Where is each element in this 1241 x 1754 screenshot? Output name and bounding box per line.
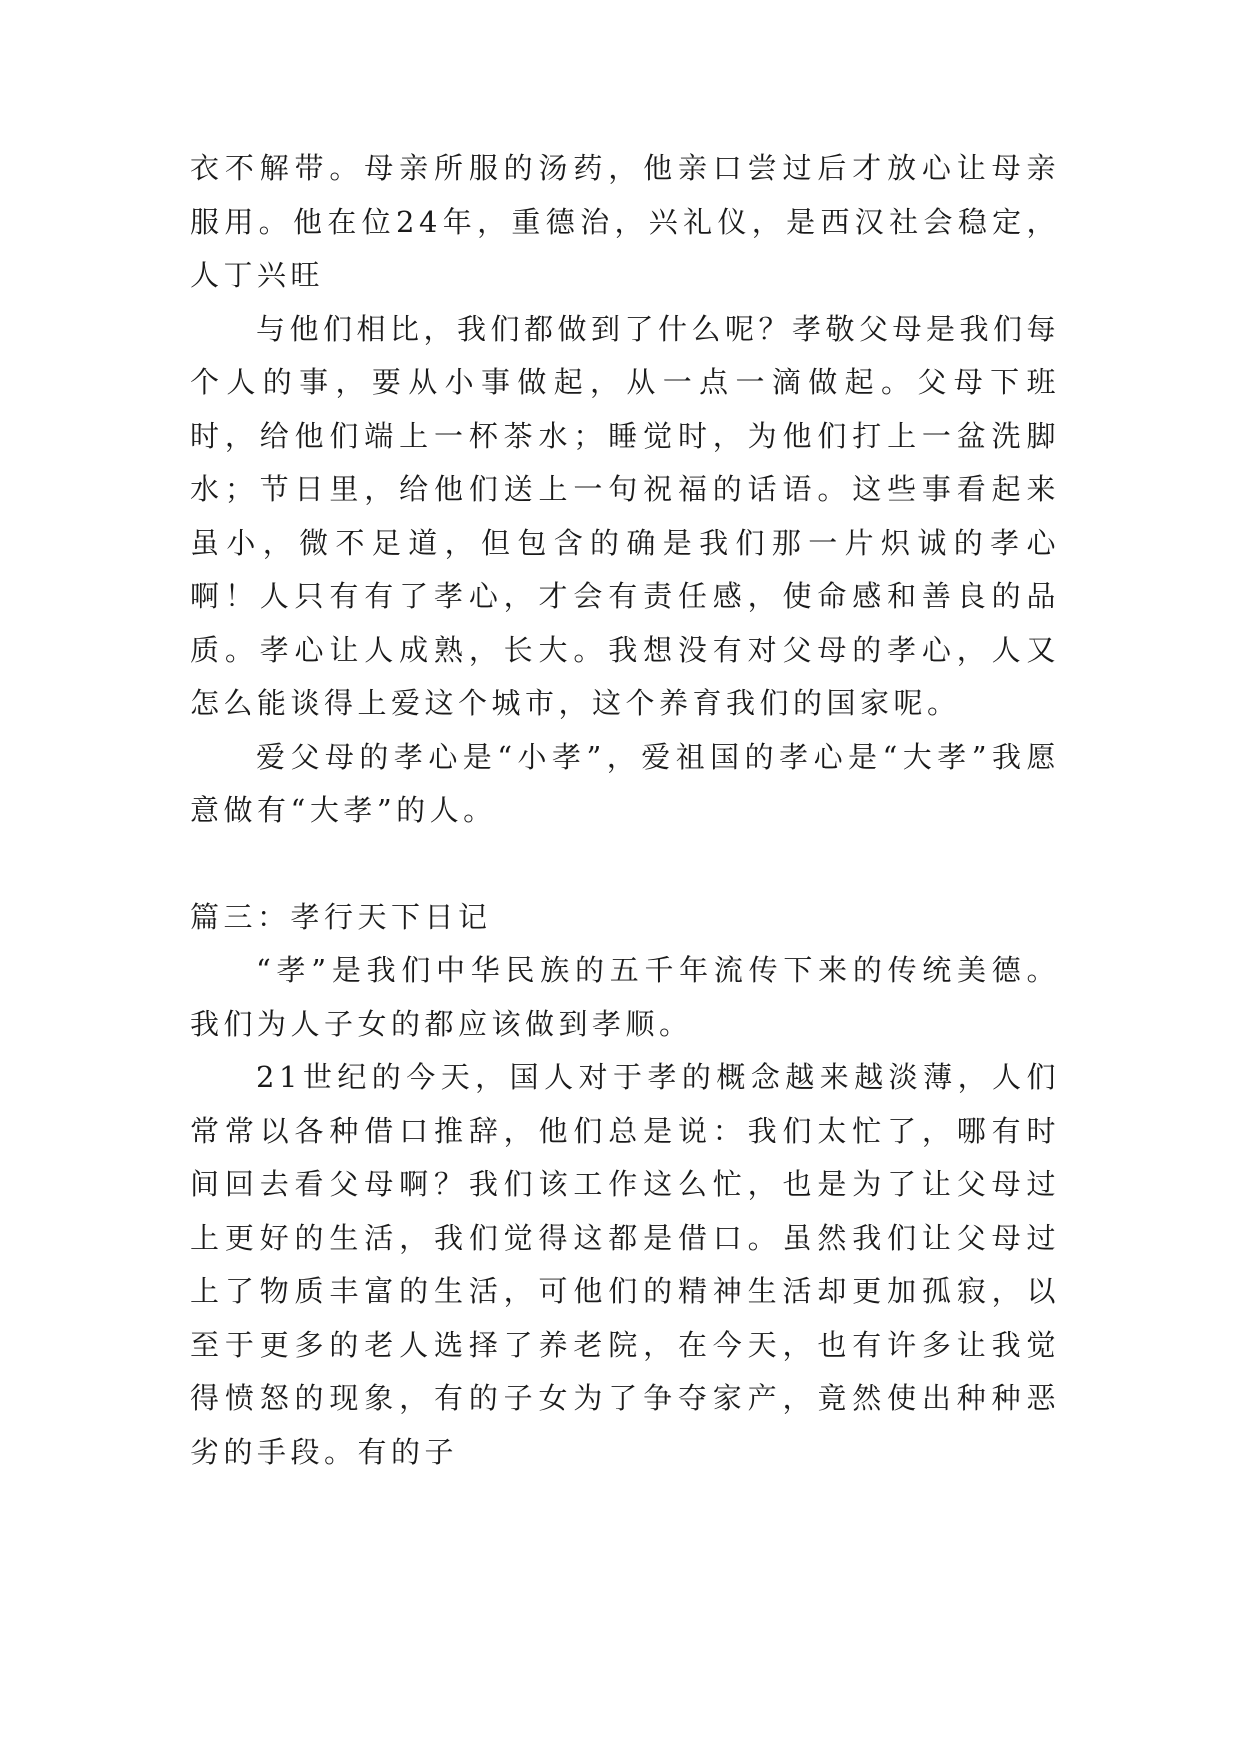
paragraph-continuation: 衣不解带。母亲所服的汤药，他亲口尝过后才放心让母亲服用。他在位24年，重德治，兴礼仪，是西汉社会稳定，人丁兴旺 [190, 151, 1060, 292]
paragraph-conclusion: 爱父母的孝心是“小孝”，爱祖国的孝心是“大孝”我愿意做有“大孝”的人。 [190, 739, 1060, 827]
paragraph-section-intro: “孝”是我们中华民族的五千年流传下来的传统美德。我们为人子女的都应该做到孝顺。 [190, 953, 1060, 1041]
section-heading: 篇三：孝行天下日记 [190, 899, 492, 934]
document-page [190, 142, 1060, 1479]
paragraph-section-body: 21世纪的今天，国人对于孝的概念越来越淡薄，人们常常以各种借口推辞，他们总是说：我们太忙了，哪有时间回去看父母啊？我们该工作这么忙，也是为了让父母过上更好的生活，我们觉得这都是借口。虽然我们让父母过上了物质丰富的生活，可他们的精神生活却更加孤寂，以至于更多的老人选择了养老院，在今天，也有许多让我觉得愤怒的现象，有的子女为了争夺家产，竟然使出种种恶劣的手段。有的子 [190, 1060, 1060, 1469]
paragraph-comparison: 与他们相比，我们都做到了什么呢？孝敬父母是我们每个人的事，要从小事做起，从一点一滴做起。父母下班时，给他们端上一杯茶水；睡觉时，为他们打上一盆洗脚水；节日里，给他们送上一句祝福的话语。这些事看起来虽小，微不足道，但包含的确是我们那一片炽诚的孝心啊！人只有有了孝心，才会有责任感，使命感和善良的品质。孝心让人成熟，长大。我想没有对父母的孝心，人又怎么能谈得上爱这个城市，这个养育我们的国家呢。 [190, 311, 1061, 720]
